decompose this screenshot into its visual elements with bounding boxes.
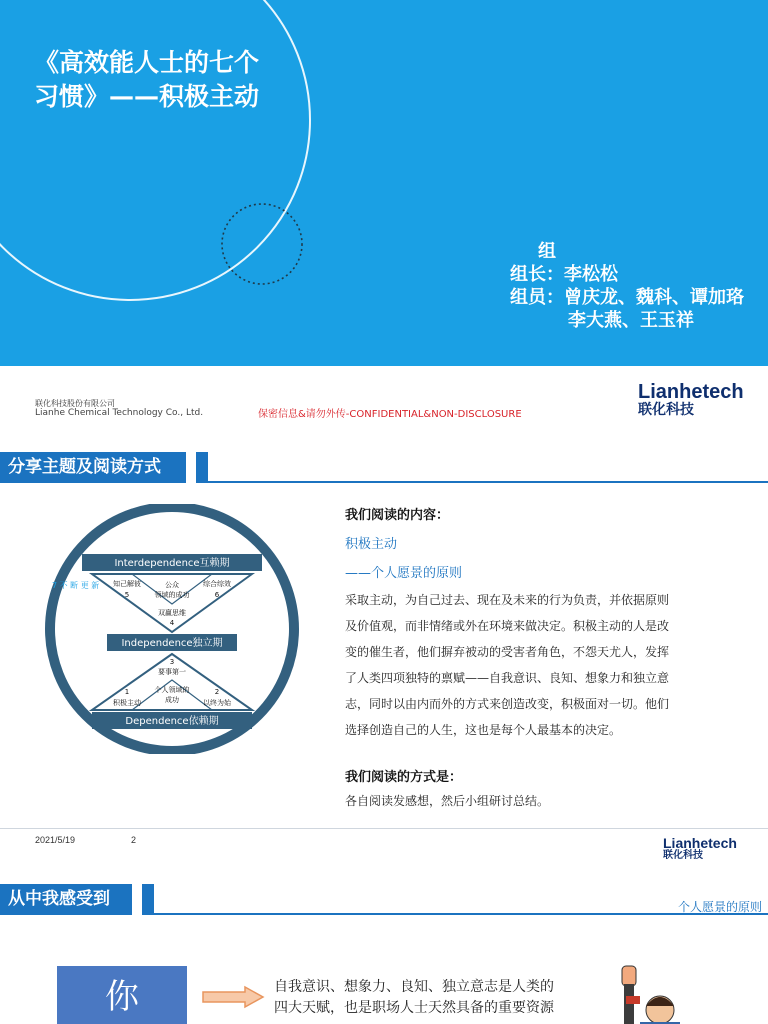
method-heading: 我们阅读的方式是：: [345, 770, 463, 785]
public-success-label: 领域的成功: [154, 591, 190, 599]
renewal-label: 7 不 断 更 新: [52, 581, 100, 590]
company-logo: [638, 382, 744, 418]
slide-reading-topic: [0, 366, 768, 870]
habit-6-num: 6: [214, 591, 220, 599]
habit-2-num: 2: [214, 688, 220, 696]
section-subtitle: 个人愿景的原则: [677, 900, 762, 914]
company-name-en: Lianhe Chemical Technology Co., Ltd.: [35, 408, 204, 418]
footer-divider: [0, 828, 768, 829]
title-line-2: 习惯》——积极主动: [34, 82, 260, 111]
page-number: 2: [131, 835, 137, 845]
seven-habits-diagram: [37, 504, 307, 754]
you-box: 你: [57, 966, 187, 1024]
habit-5-label: 知己解彼: [113, 580, 141, 588]
paragraph-line: 选择创造自己的人生，这也是每个人最基本的决定。: [345, 723, 622, 737]
section-underline: [142, 913, 768, 915]
footer-logo: [663, 836, 737, 862]
group-label: 组: [538, 241, 556, 262]
habit-2-label: 以终为始: [203, 699, 231, 707]
content-paragraph: [345, 587, 745, 743]
group-leader: 组长：李松松: [510, 264, 618, 285]
subtopic-label: ——个人愿景的原则: [345, 566, 463, 581]
logo-text-cn: 联化科技: [663, 850, 703, 861]
section-title-bar: [0, 452, 186, 483]
group-members: 组员：曾庆龙、魏科、谭加珞: [510, 287, 744, 308]
habit-3-num: 3: [169, 658, 175, 666]
content-heading: 我们阅读的内容：: [345, 508, 450, 523]
dependence-label: Dependence依赖期: [125, 716, 219, 727]
logo-text-en: Lianhetech: [638, 381, 744, 403]
habit-1-label: 积极主动: [113, 699, 141, 707]
footer-date: 2021/5/19: [35, 835, 76, 845]
interdependence-label: Interdependence互赖期: [114, 558, 230, 569]
group-members-continued: 李大燕、王玉祥: [568, 310, 694, 331]
public-label: 公众: [165, 581, 179, 589]
confidential-notice: 保密信息&请勿外传-CONFIDENTIAL&NON-DISCLOSURE: [258, 409, 522, 420]
section-bar-accent: [142, 884, 154, 915]
right-arrow-icon: [201, 985, 265, 1009]
title-line-1: 《高效能人士的七个: [34, 48, 260, 77]
habit-4-num: 4: [169, 619, 175, 627]
private-success-label: 成功: [165, 696, 179, 704]
paragraph-line: 了人类四项独特的禀赋——自我意识、良知、想象力和独立意: [345, 671, 670, 685]
insight-text: [274, 977, 554, 1019]
logo-text-cn: 联化科技: [638, 402, 694, 418]
insight-line: 四大天赋，也是职场人士天然具备的重要资源: [274, 1000, 554, 1016]
paragraph-line: 变的催生者，他们摒弃被动的受害者角色，不怨天尤人，发挥: [345, 645, 670, 659]
slide-insights: [0, 870, 768, 1024]
cheering-person-icon: [612, 962, 712, 1024]
company-name-cn: 联化科技股份有限公司: [35, 399, 115, 408]
paragraph-line: 采取主动，为自己过去、现在及未来的行为负责，并依据原则: [345, 593, 670, 607]
topic-label: 积极主动: [345, 537, 398, 552]
section-title-bar: [0, 884, 132, 915]
independence-label: Independence独立期: [121, 638, 223, 649]
habit-3-label: 要事第一: [158, 668, 186, 676]
habit-1-num: 1: [124, 688, 130, 696]
paragraph-line: 志，同时以由内而外的方式来创造改变，积极面对一切。他们: [345, 697, 670, 711]
section-bar-accent: [196, 452, 208, 483]
habit-6-label: 综合综效: [203, 580, 231, 588]
reading-content: [345, 504, 745, 743]
paragraph-line: 及价值观，而非情绪或外在环境来做决定。积极主动的人是改: [345, 619, 670, 633]
habit-5-num: 5: [124, 591, 130, 599]
habit-4-label: 双赢思维: [158, 609, 186, 617]
presentation-title: [34, 46, 304, 114]
section-title: 分享主题及阅读方式: [8, 457, 161, 477]
insight-line: 自我意识、想象力、良知、独立意志是人类的: [274, 979, 554, 995]
cover-slide: [0, 0, 768, 366]
private-label: 个人领域的: [154, 686, 190, 694]
method-text: 各自阅读发感想，然后小组研讨总结。: [345, 794, 550, 808]
section-title: 从中我感受到: [8, 889, 110, 909]
section-underline: [196, 481, 768, 483]
logo-text-en: Lianhetech: [663, 835, 737, 851]
group-info: [510, 240, 744, 332]
